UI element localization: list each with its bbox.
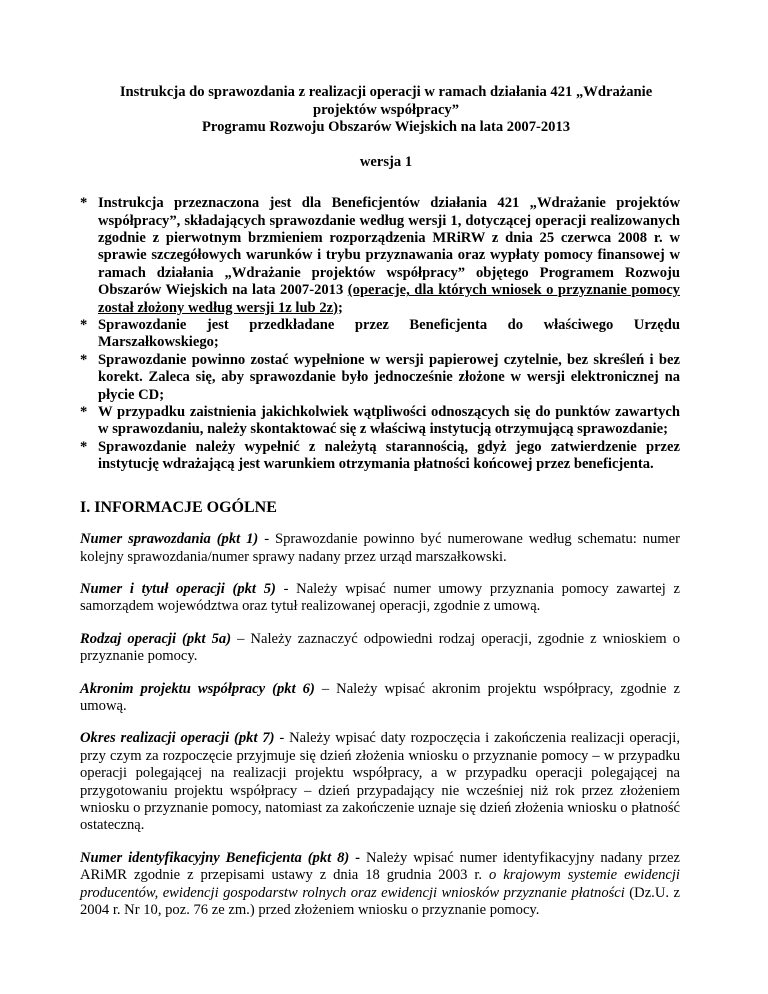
bullet-asterisk: * [80,351,88,368]
note-item [80,317,680,352]
note-text: Sprawozdanie powinno zostać wypełnione w wersji papierowej czytelnie, bez skreśleń i bez korekt. Zaleca się, aby sprawozdanie było jednocześnie złożone w wersji elektronicznej na płycie CD; [98,351,680,403]
note-text: W przypadku zaistnienia jakichkolwiek wątpliwości odnoszących się do punktów zawartych w sprawozdaniu, należy skontaktować się z właściwą instytucją otrzymującą sprawozdanie; [98,404,680,438]
instruction-notes-list [80,195,680,474]
field-term: Numer sprawozdania (pkt 1) [80,531,259,548]
note-text: Instrukcja przeznaczona jest dla Beneficjentów działania 421 „Wdrażanie projektów współpracy”, składających sprawozdanie według wersji 1, dotyczącej operacji realizowanych zgodnie z pierwotnym brzmieniem rozporządzenia MRiRW z dnia 25 czerwca 2008 r. w sprawie szczegółowych warunków i trybu przyznawania oraz wypłaty pomocy finansowej w ramach działania „Wdrażanie projektów współpracy” objętego Programem Rozwoju Obszarów Wiejskich na lata 2007-2013 [98,195,680,299]
law-title: o krajowym systemie ewidencji producentów, ewidencji gospodarstw rolnych oraz ewidencji wniosków przyznanie płatności [80,867,680,901]
field-term: Okres realizacji operacji (pkt 7) [80,730,275,747]
field-term: Rodzaj operacji (pkt 5a) [80,630,232,647]
title-line-1: Instrukcja do sprawozdania z realizacji operacji w ramach działania 421 „Wdrażanie [119,84,653,100]
field-description-end: (Dz.U. z 2004 r. Nr 10, poz. 76 ze zm.) przed złożeniem wniosku o przyznanie pomocy. [80,884,680,918]
field-term: Akronim projektu współpracy (pkt 6) [80,680,315,697]
note-item [80,195,680,317]
section-paragraph [80,681,680,716]
document-title [80,84,680,137]
field-description: Należy wpisać numer identyfikacyjny nadany przez ARiMR zgodnie z przepisami ustawy z dnia 18 grudnia 2003 r. [80,849,681,884]
title-line-2: projektów współpracy” [312,101,460,118]
section-paragraph [80,631,680,666]
field-term: Numer identyfikacyjny Beneficjenta (pkt 8) - [80,849,361,866]
section-heading: I. INFORMACJE OGÓLNE [80,498,277,516]
field-description: – Należy wpisać akronim projektu współpracy, zgodnie z umową. [80,680,681,714]
note-text: Sprawozdanie jest przedkładane przez Beneficjenta do właściwego Urzędu Marszałkowskiego; [98,317,680,351]
note-item [80,439,680,474]
note-item [80,404,680,439]
note-item [80,352,680,404]
note-text: Sprawozdanie należy wypełnić z należytą starannością, gdyż jego zatwierdzenie przez instytucję wdrażającą jest warunkiem otrzymania płatności końcowej przez beneficjenta. [98,438,680,473]
bullet-asterisk: * [80,404,88,421]
section-paragraph [80,581,680,616]
document-version: wersja 1 [359,153,413,170]
title-line-3: Programu Rozwoju Obszarów Wiejskich na lata 2007-2013 [201,119,571,136]
section-paragraph [80,531,680,566]
note-underlined-text: (operacje, dla których wniosek o przyznanie pomocy został złożony według wersji 1z lub 2z) [98,282,680,316]
field-description: - Należy wpisać daty rozpoczęcia i zakończenia realizacji operacji, przy czym za rozpoczęcie przyjmuje się dzień złożenia wniosku o przyznanie pomocy – w przypadku operacji polegającej na realizacji projektu współpracy, a w przypadku operacji polegającej na przygotowaniu projektu współpracy – dzień przypadający nie wcześniej niż rok przez złożeniem wniosku o przyznanie pomocy, natomiast za zakończenie uznaje się dzień złożenia wniosku o płatność ostateczną. [80,730,681,834]
document-header [80,84,680,171]
section-paragraph [80,850,680,920]
field-description: - Sprawozdanie powinno być numerowane według schematu: numer kolejny sprawozdania/numer sprawy nadany przez urząd marszałkowski. [80,531,680,565]
note-text-end: ; [337,299,343,316]
bullet-asterisk: * [80,438,88,455]
field-description: - Należy wpisać numer umowy przyznania pomocy zawartej z samorządem województwa oraz tytuł realizowanej operacji, zgodnie z umową. [80,580,680,615]
bullet-asterisk: * [80,195,88,212]
bullet-asterisk: * [80,317,88,334]
section-paragraph [80,730,680,834]
field-term: Numer i tytuł operacji (pkt 5) [80,580,276,597]
field-description: – Należy zaznaczyć odpowiedni rodzaj operacji, zgodnie z wnioskiem o przyznanie pomocy. [80,630,680,665]
